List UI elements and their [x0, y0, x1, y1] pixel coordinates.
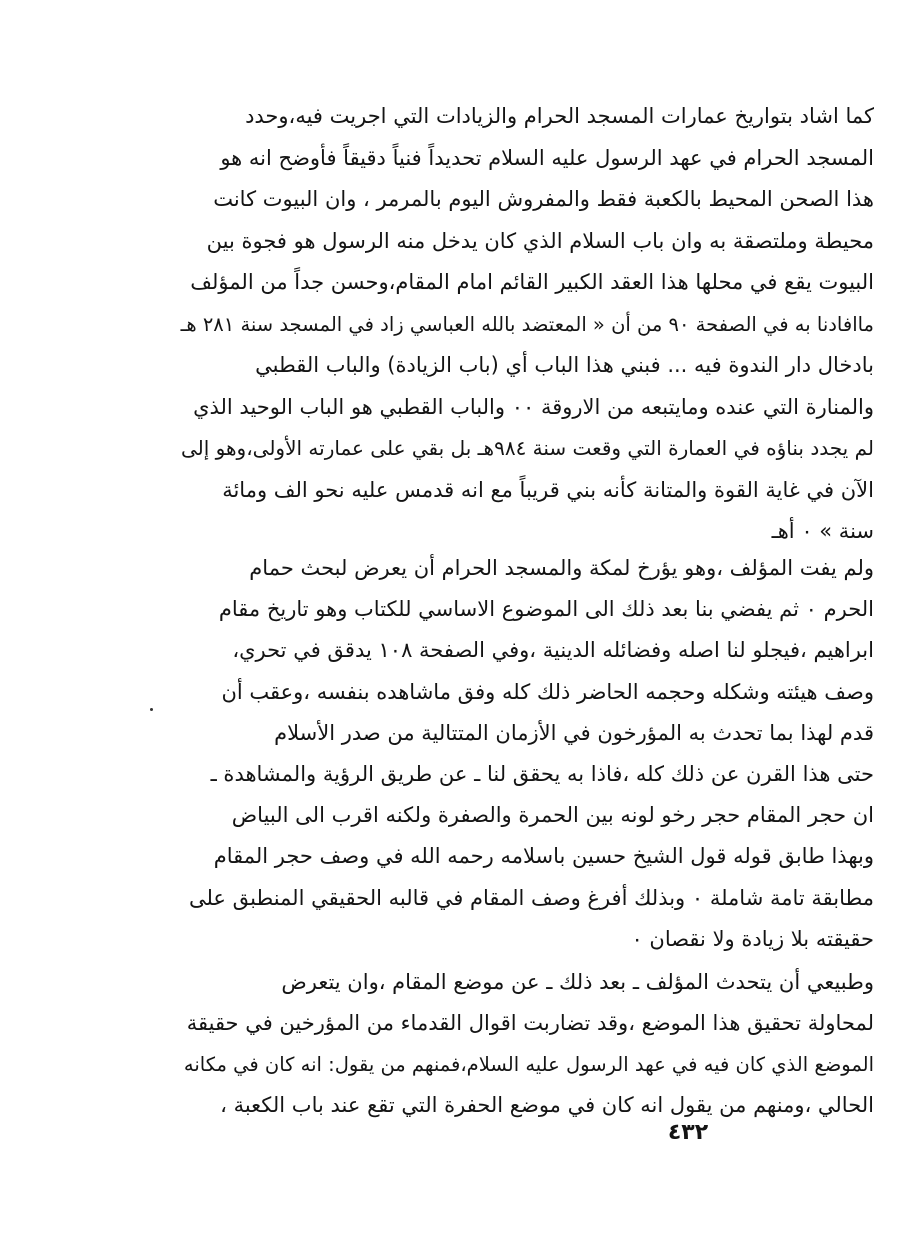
- text-line: كما اشاد بتواريخ عمارات المسجد الحرام والزيادات التي اجريت فيه،وحدد: [245, 104, 874, 128]
- text-line: ماافادنا به في الصفحة ٩٠ من أن « المعتضد بالله العباسي زاد في المسجد سنة ٢٨١ هـ: [180, 312, 874, 336]
- text-line: البيوت يقع في محلها هذا العقد الكبير القائم امام المقام،وحسن جداً من المؤلف: [190, 270, 874, 294]
- text-line: الموضع الذي كان فيه في عهد الرسول عليه السلام،فمنهم من يقول: انه كان في مكانه: [183, 1053, 874, 1076]
- paragraph-3: [176, 962, 874, 1126]
- text-line: مطابقة تامة شاملة ٠ وبذلك أفرغ وصف المقام في قالبه الحقيقي المنطبق على: [188, 885, 874, 910]
- text-line: حقيقته بلا زيادة ولا نقصان ٠: [631, 926, 874, 951]
- text-line: هذا الصحن المحيط بالكعبة فقط والمفروش اليوم بالمرمر ، وان البيوت كانت: [213, 187, 874, 211]
- text-line: وطبيعي أن يتحدث المؤلف ـ بعد ذلك ـ عن موضع المقام ،وان يتعرض: [281, 970, 874, 994]
- text-line: والمنارة التي عنده ومايتبعه من الاروقة ٠٠ والباب القطبي هو الباب الوحيد الذي: [193, 394, 874, 419]
- text-line: ابراهيم ،فيجلو لنا اصله وفضائله الدينية ،وفي الصفحة ١٠٨ يدقق في تحري،: [232, 638, 874, 663]
- text-line: سنة » ٠ أهـ: [771, 519, 874, 543]
- text-line: حتى هذا القرن عن ذلك كله ،فاذا به يحقق لنا ـ عن طريق الرؤية والمشاهدة ـ: [210, 762, 874, 787]
- text-line: وبهذا طابق قوله قول الشيخ حسين باسلامه رحمه الله في وصف حجر المقام: [213, 844, 874, 869]
- paragraph-1: [176, 96, 874, 553]
- text-line: محيطة وملتصقة به وان باب السلام الذي كان يدخل منه الرسول هو فجوة بين: [206, 228, 874, 253]
- text-line: لمحاولة تحقيق هذا الموضع ،وقد تضاربت اقوال القدماء من المؤرخين في حقيقة: [186, 1011, 874, 1035]
- scan-speck: [150, 708, 153, 711]
- text-line: المسجد الحرام في عهد الرسول عليه السلام تحديداً فنياً دقيقاً فأوضح انه هو: [220, 145, 874, 170]
- text-line: وصف هيئته وشكله وحجمه الحاضر ذلك كله وفق ماشاهده بنفسه ،وعقب أن: [221, 679, 874, 704]
- text-line: لم يجدد بناؤه في العمارة التي وقعت سنة ٩٨٤هـ بل بقي على عمارته الأولى،وهو إلى: [181, 436, 874, 460]
- text-line: بادخال دار الندوة فيه ... فبني هذا الباب أي (باب الزيادة) والباب القطبي: [255, 353, 874, 377]
- text-line: ولم يفت المؤلف ،وهو يؤرخ لمكة والمسجد الحرام أن يعرض لبحث حمام: [249, 556, 874, 580]
- text-line: قدم لهذا بما تحدث به المؤرخون في الأزمان المتتالية من صدر الأسلام: [274, 720, 874, 745]
- text-line: الحالي ،ومنهم من يقول انه كان في موضع الحفرة التي تقع عند باب الكعبة ،: [220, 1093, 874, 1117]
- paragraph-2: [176, 548, 874, 960]
- text-line: ان حجر المقام حجر رخو لونه بين الحمرة والصفرة ولكنه اقرب الى البياض: [231, 803, 874, 828]
- text-line: الآن في غاية القوة والمتانة كأنه بني قريباً مع انه قدمس عليه نحو الف ومائة: [222, 477, 874, 502]
- text-line: الحرم ٠ ثم يفضي بنا بعد ذلك الى الموضوع الاساسي للكتاب وهو تاريخ مقام: [218, 597, 874, 622]
- page-number: ٤٣٢: [667, 1120, 709, 1145]
